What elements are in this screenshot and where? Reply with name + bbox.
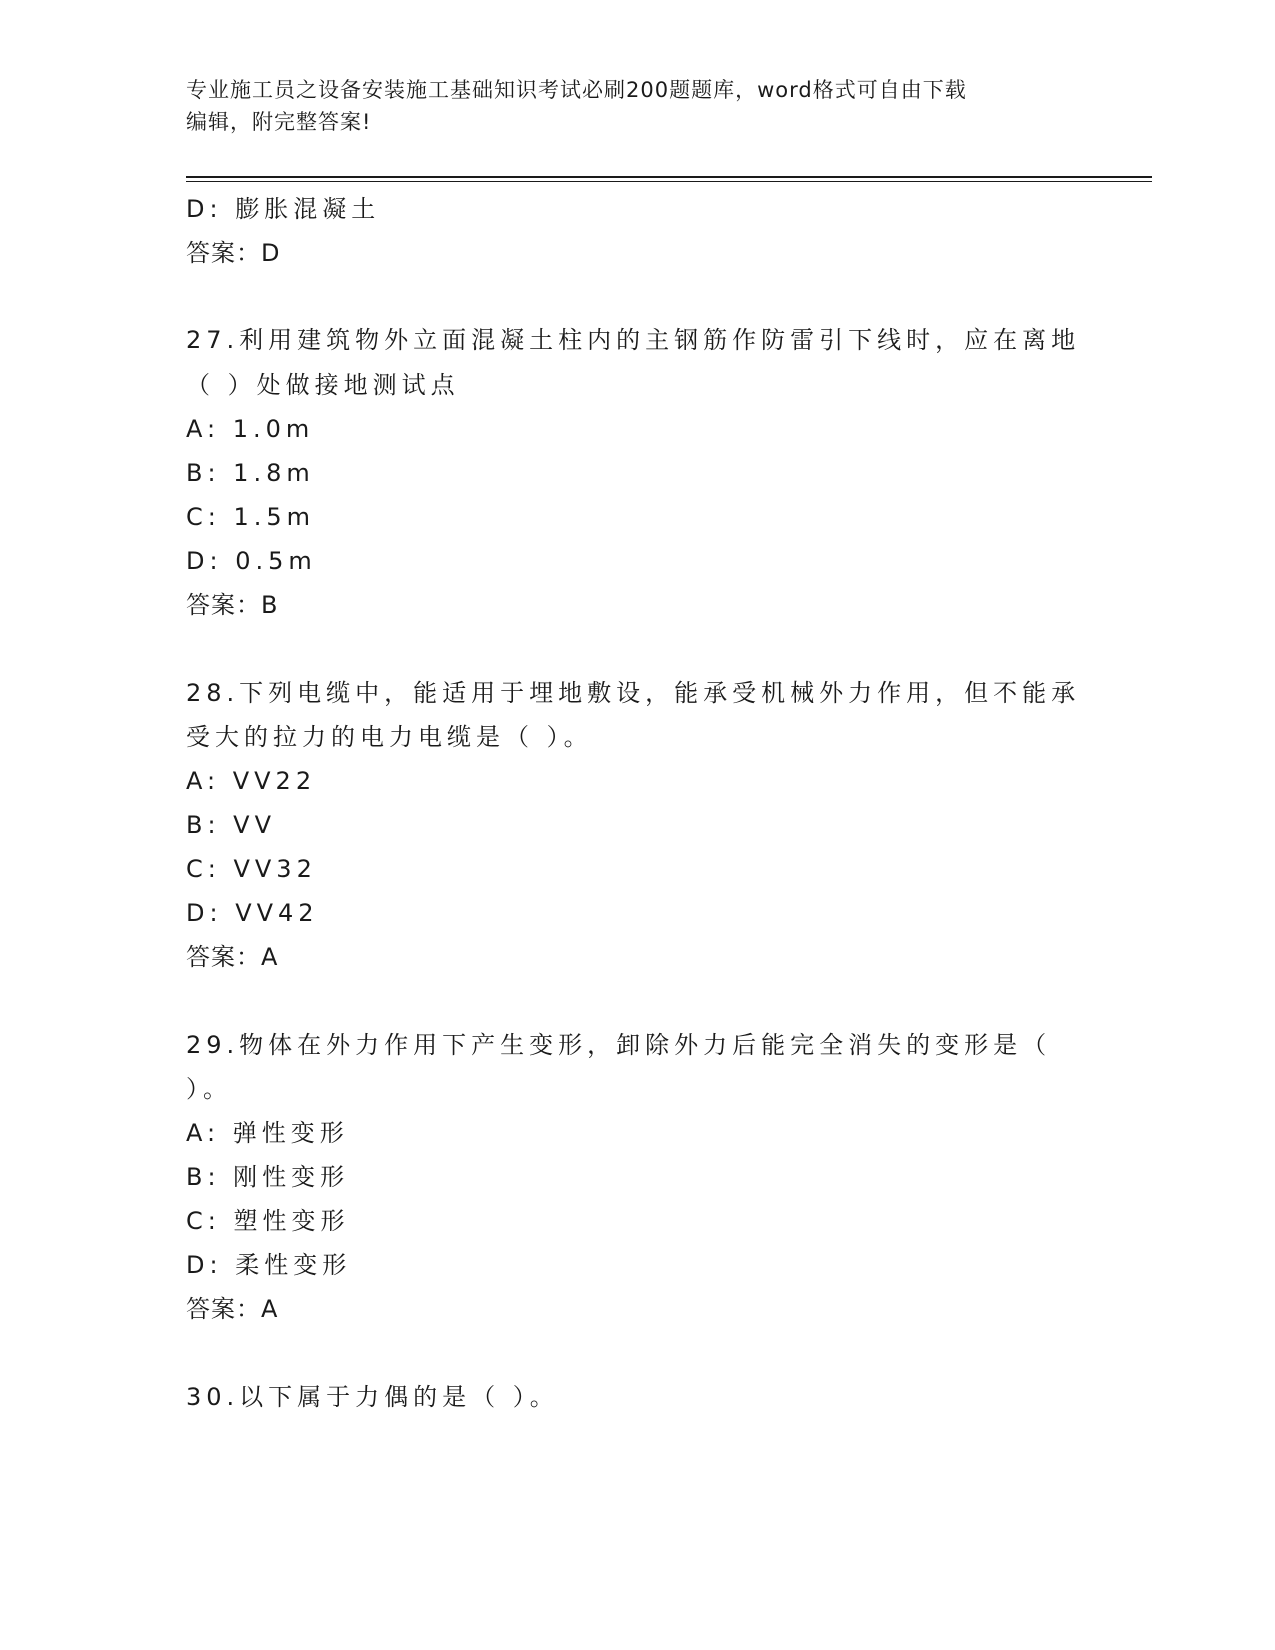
q27-option-d: D: 0.5m xyxy=(186,547,317,575)
q28-option-d: D: VV42 xyxy=(186,899,319,927)
q29-option-b: B: 刚性变形 xyxy=(186,1163,350,1191)
q28-text-line-1: 28.下列电缆中，能适用于埋地敷设，能承受机械外力作用，但不能承 xyxy=(186,679,1081,707)
header-rule-thin xyxy=(186,181,1152,182)
q27-answer: 答案：B xyxy=(186,591,279,619)
q28-answer: 答案：A xyxy=(186,943,279,971)
q29-option-c: C: 塑性变形 xyxy=(186,1207,350,1235)
q27-text-line-1: 27.利用建筑物外立面混凝土柱内的主钢筋作防雷引下线时，应在离地 xyxy=(186,326,1081,354)
q29-option-d: D: 柔性变形 xyxy=(186,1251,352,1279)
prev-answer: 答案：D xyxy=(186,239,281,267)
q29-answer: 答案：A xyxy=(186,1295,279,1323)
q28-option-c: C: VV32 xyxy=(186,855,317,883)
q28-option-a: A: VV22 xyxy=(186,767,317,795)
prev-option-d: D: 膨胀混凝土 xyxy=(186,195,381,223)
q28-option-b: B: VV xyxy=(186,811,277,839)
q29-text-line-2: ）。 xyxy=(186,1075,232,1103)
header-rule-thick xyxy=(186,176,1152,178)
document-header xyxy=(186,74,1066,138)
q27-option-b: B: 1.8m xyxy=(186,459,315,487)
header-line-1: 专业施工员之设备安装施工基础知识考试必刷200题题库，word格式可自由下载 xyxy=(186,78,967,102)
q27-option-a: A: 1.0m xyxy=(186,415,315,443)
q29-option-a: A: 弹性变形 xyxy=(186,1119,349,1147)
q27-text-line-2: （ ）处做接地测试点 xyxy=(186,371,460,399)
q27-option-c: C: 1.5m xyxy=(186,503,316,531)
q30-text-line-1: 30.以下属于力偶的是（ ）。 xyxy=(186,1383,559,1411)
q29-text-line-1: 29.物体在外力作用下产生变形，卸除外力后能完全消失的变形是（ xyxy=(186,1031,1052,1059)
header-line-2: 编辑，附完整答案! xyxy=(186,110,372,134)
q28-text-line-2: 受大的拉力的电力电缆是（ ）。 xyxy=(186,723,593,751)
